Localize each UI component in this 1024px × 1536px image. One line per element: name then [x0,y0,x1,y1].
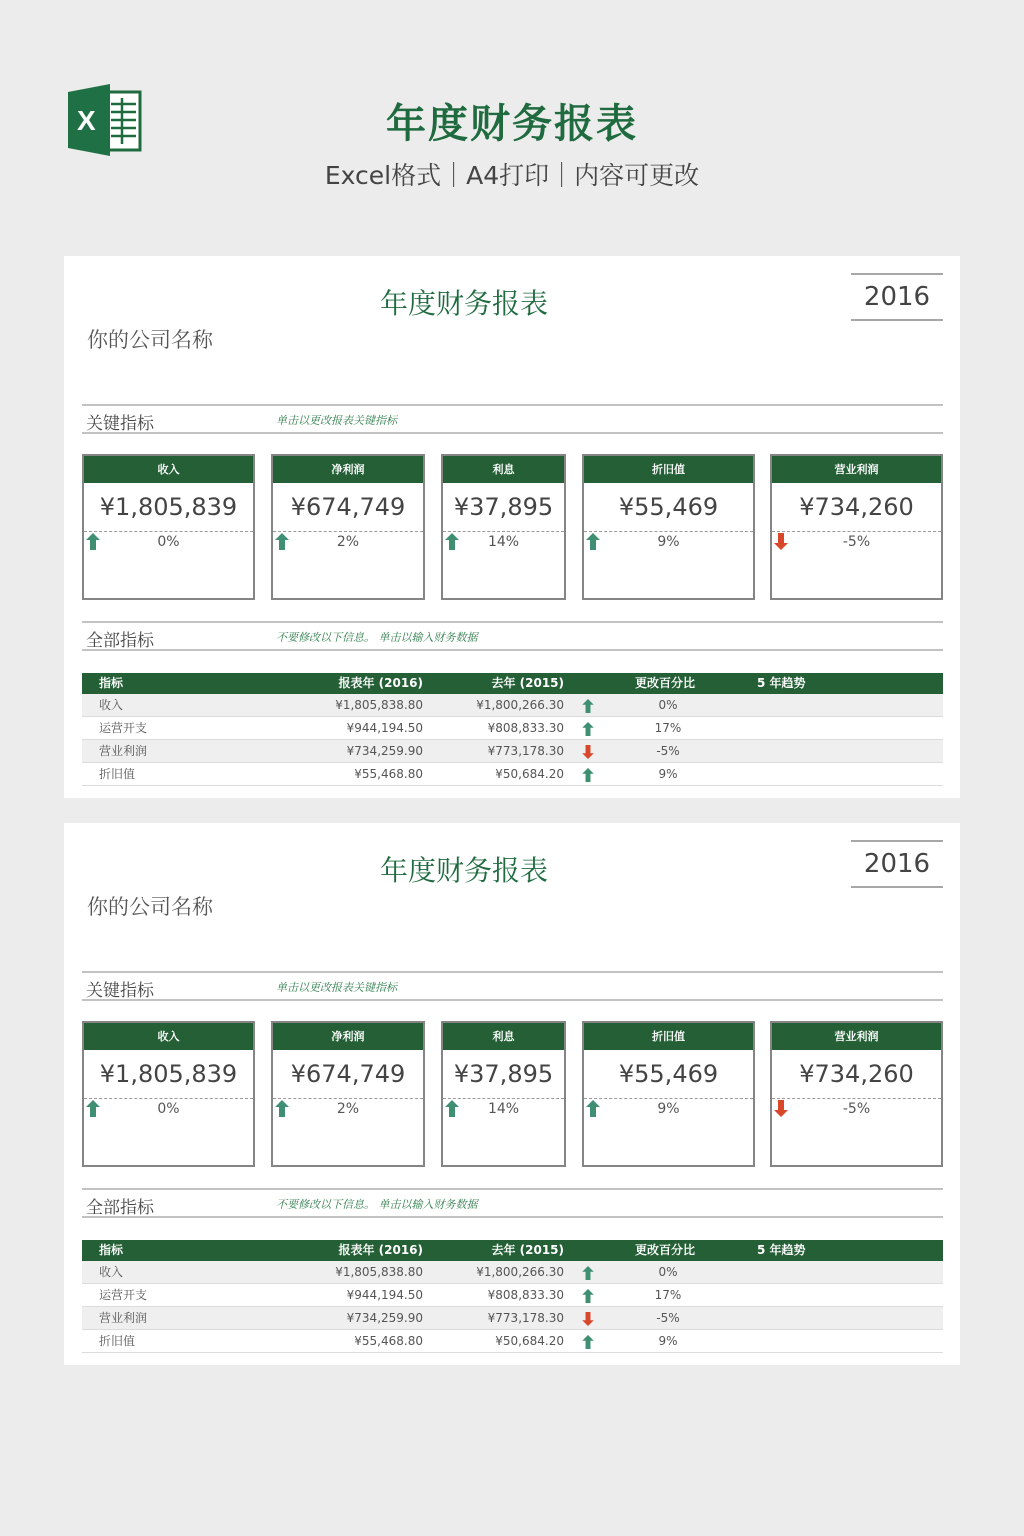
table-row [82,763,943,786]
previous-value[interactable]: ¥1,800,266.30 [476,1265,564,1279]
kpi-card-interest [441,454,566,600]
previous-value[interactable]: ¥773,178.30 [487,1311,564,1325]
current-value[interactable]: ¥734,259.90 [346,744,423,758]
previous-value[interactable]: ¥808,833.30 [487,721,564,735]
column-header: 报表年 (2016) [338,1243,423,1257]
column-header: 指标 [99,676,124,690]
kpi-label: 营业利润 [772,456,941,483]
arrow-down-icon [582,744,594,758]
kpi-value: ¥734,260 [772,1050,941,1099]
arrow-up-icon [582,721,594,735]
change-percent: -5% [656,1311,680,1325]
table-header [82,673,943,694]
kpi-label: 利息 [443,1023,564,1050]
section-note[interactable]: 单击以更改报表关键指标 [276,981,397,994]
all-metrics-header [82,1188,943,1218]
column-header: 去年 (2015) [491,676,564,690]
previous-value[interactable]: ¥50,684.20 [495,1334,564,1348]
kpi-card-net-profit [271,454,425,600]
table-row [82,694,943,717]
report-year[interactable]: 2016 [851,840,943,888]
change-percent: 17% [654,1288,682,1302]
kpi-card-net-profit [271,1021,425,1167]
column-header: 5 年趋势 [757,676,806,690]
all-metrics-header [82,621,943,651]
current-value[interactable]: ¥55,468.80 [354,767,423,781]
kpi-card-revenue [82,1021,255,1167]
kpi-label: 净利润 [273,1023,423,1050]
kpi-change: 14% [487,534,520,550]
key-metrics-header [82,404,943,434]
metrics-table [82,1240,943,1353]
company-name[interactable]: 你的公司名称 [87,895,213,919]
column-header: 5 年趋势 [757,1243,806,1257]
kpi-card-revenue [82,454,255,600]
table-row [82,1284,943,1307]
section-note[interactable]: 不要修改以下信息。 单击以输入财务数据 [276,1198,478,1211]
kpi-change: 9% [657,1101,680,1117]
arrow-up-icon [582,1265,594,1279]
arrow-up-icon [582,698,594,712]
column-header: 更改百分比 [635,1243,696,1257]
kpi-label: 折旧值 [584,456,753,483]
change-percent: 0% [658,698,678,712]
metric-name: 折旧值 [99,767,136,781]
kpi-value: ¥37,895 [443,483,564,532]
metric-name: 运营开支 [99,721,148,735]
previous-value[interactable]: ¥50,684.20 [495,767,564,781]
change-percent: 9% [658,767,678,781]
metric-name: 营业利润 [99,1311,148,1325]
kpi-card-interest [441,1021,566,1167]
kpi-change: -5% [842,1101,871,1117]
kpi-card-depreciation [582,454,755,600]
current-value[interactable]: ¥1,805,838.80 [335,1265,423,1279]
svg-text:X: X [77,105,96,136]
arrow-up-icon [582,767,594,781]
arrow-up-icon [582,1334,594,1348]
current-value[interactable]: ¥944,194.50 [346,721,423,735]
kpi-value: ¥1,805,839 [84,1050,253,1099]
kpi-change: 0% [157,1101,180,1117]
section-note[interactable]: 单击以更改报表关键指标 [276,414,397,427]
section-note[interactable]: 不要修改以下信息。 单击以输入财务数据 [276,631,478,644]
kpi-label: 净利润 [273,456,423,483]
key-metrics-header [82,971,943,1001]
column-header: 报表年 (2016) [338,676,423,690]
sheet-title: 年度财务报表 [379,854,548,887]
column-header: 去年 (2015) [491,1243,564,1257]
metric-name: 收入 [99,1265,124,1279]
company-name[interactable]: 你的公司名称 [87,328,213,352]
banner-subtitle: Excel格式｜A4打印｜内容可更改 [324,161,700,190]
kpi-value: ¥55,469 [584,1050,753,1099]
kpi-label: 收入 [84,1023,253,1050]
report-sheet [64,256,960,798]
previous-value[interactable]: ¥1,800,266.30 [476,698,564,712]
arrow-down-icon [582,1311,594,1325]
current-value[interactable]: ¥1,805,838.80 [335,698,423,712]
kpi-card-operating-profit [770,1021,943,1167]
kpi-label: 折旧值 [584,1023,753,1050]
kpi-change: 2% [336,534,360,550]
report-year[interactable]: 2016 [851,273,943,321]
section-label: 关键指标 [86,414,154,434]
kpi-value: ¥674,749 [273,483,423,532]
report-sheet [64,823,960,1365]
kpi-change: 9% [657,534,680,550]
metric-name: 收入 [99,698,124,712]
change-percent: 17% [654,721,682,735]
kpi-value: ¥37,895 [443,1050,564,1099]
metric-name: 营业利润 [99,744,148,758]
table-row [82,1330,943,1353]
section-label: 全部指标 [86,631,154,651]
column-header: 指标 [99,1243,124,1257]
kpi-label: 收入 [84,456,253,483]
previous-value[interactable]: ¥773,178.30 [487,744,564,758]
kpi-label: 营业利润 [772,1023,941,1050]
kpi-label: 利息 [443,456,564,483]
change-percent: 0% [658,1265,678,1279]
table-row [82,717,943,740]
kpi-value: ¥674,749 [273,1050,423,1099]
sheet-title: 年度财务报表 [379,287,548,320]
current-value[interactable]: ¥55,468.80 [354,1334,423,1348]
current-value[interactable]: ¥734,259.90 [346,1311,423,1325]
kpi-value: ¥734,260 [772,483,941,532]
column-header: 更改百分比 [635,676,696,690]
table-header [82,1240,943,1261]
section-label: 关键指标 [86,981,154,1001]
arrow-up-icon [582,1288,594,1302]
kpi-change: 2% [336,1101,360,1117]
current-value[interactable]: ¥944,194.50 [346,1288,423,1302]
change-percent: -5% [656,744,680,758]
metric-name: 运营开支 [99,1288,148,1302]
metric-name: 折旧值 [99,1334,136,1348]
table-row [82,1261,943,1284]
kpi-change: 14% [487,1101,520,1117]
table-row [82,1307,943,1330]
section-label: 全部指标 [86,1198,154,1218]
table-row [82,740,943,763]
kpi-change: 0% [157,534,180,550]
kpi-card-operating-profit [770,454,943,600]
kpi-value: ¥55,469 [584,483,753,532]
kpi-card-depreciation [582,1021,755,1167]
previous-value[interactable]: ¥808,833.30 [487,1288,564,1302]
kpi-change: -5% [842,534,871,550]
metrics-table [82,673,943,786]
kpi-value: ¥1,805,839 [84,483,253,532]
change-percent: 9% [658,1334,678,1348]
banner-title: 年度财务报表 [386,101,638,147]
